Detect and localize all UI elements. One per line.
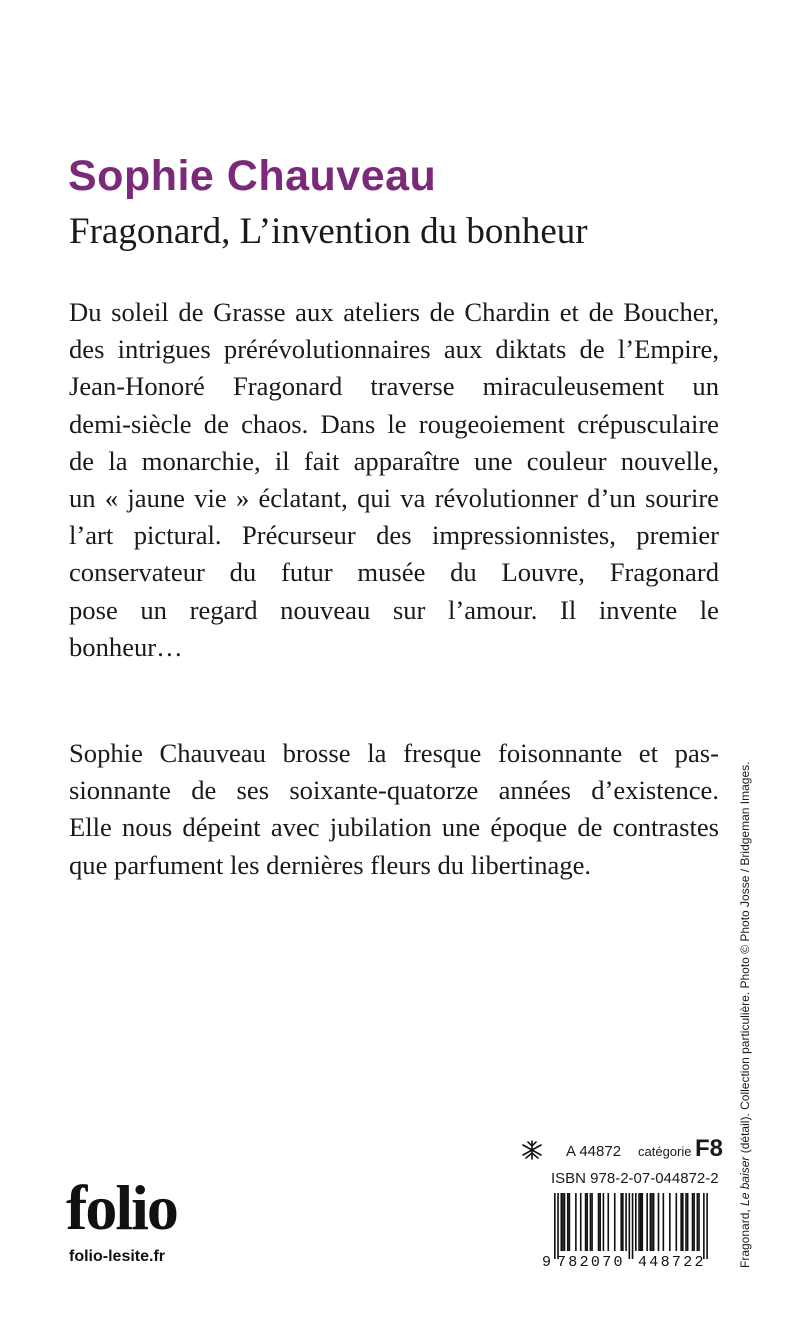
- barcode-bar: [564, 1193, 566, 1251]
- blurb-line: Jean-Honoré Fragonard traverse miraculeusement un: [69, 371, 719, 402]
- reference-row: [520, 1135, 724, 1167]
- blurb-line: bonheur…: [69, 631, 183, 662]
- reference-code: A 44872: [566, 1143, 622, 1160]
- barcode-bar: [625, 1193, 627, 1251]
- blurb-paragraph-2: [69, 735, 719, 884]
- barcode-bar: [620, 1193, 622, 1251]
- barcode-bar: [580, 1193, 582, 1251]
- barcode-bar: [676, 1193, 678, 1251]
- folio-logo: folio: [66, 1172, 177, 1243]
- barcode-bar: [591, 1193, 593, 1251]
- barcode-bar: [557, 1193, 559, 1259]
- credit-artwork: Le baiser: [738, 1156, 752, 1206]
- barcode-bar: [698, 1193, 700, 1251]
- barcode-bar: [632, 1193, 634, 1259]
- barcode-bar: [663, 1193, 665, 1251]
- category-label: catégorie: [638, 1144, 692, 1159]
- barcode-bar: [651, 1193, 653, 1251]
- barcode-bar: [575, 1193, 577, 1251]
- barcode-bar: [697, 1193, 699, 1251]
- gallimard-star-icon: [520, 1139, 544, 1161]
- cover-credit: [738, 762, 752, 1268]
- blurb-line: des intrigues prérévolutionnaires aux diktats de l’Empire,: [69, 334, 719, 365]
- barcode-bar: [635, 1193, 637, 1251]
- credit-suffix: (détail). Collection particulière. Photo © Photo Josse / Bridgeman Images.: [738, 761, 752, 1157]
- blurb-line: Elle nous dépeint avec jubilation une époque de contrastes: [69, 812, 719, 843]
- barcode-bar: [640, 1193, 642, 1251]
- barcode-bar: [650, 1193, 652, 1251]
- barcode-bar: [680, 1193, 682, 1251]
- barcode-bar: [599, 1193, 601, 1251]
- barcode-bar: [554, 1193, 556, 1259]
- blurb-line: pose un regard nouveau sur l’amour. Il invente le: [69, 594, 719, 625]
- barcode-bar: [569, 1193, 571, 1251]
- blurb-line: Du soleil de Grasse aux ateliers de Chardin et de Boucher,: [69, 297, 719, 327]
- barcode: [540, 1193, 720, 1269]
- isbn-text: ISBN 978-2-07-044872-2: [551, 1170, 719, 1187]
- barcode-bar: [590, 1193, 592, 1251]
- barcode-bar: [585, 1193, 587, 1251]
- blurb-line: un « jaune vie » éclatant, qui va révolutionner d’un sourire: [69, 483, 719, 514]
- barcode-bar: [567, 1193, 569, 1251]
- barcode-bars: [554, 1193, 708, 1259]
- blurb-line: de la monarchie, il fait apparaître une couleur nouvelle,: [69, 445, 719, 476]
- book-title: Fragonard, L’invention du bonheur: [69, 211, 588, 252]
- barcode-bar: [703, 1193, 705, 1259]
- barcode-bar: [687, 1193, 689, 1251]
- blurb-line: conservateur du futur musée du Louvre, Fragonard: [69, 557, 719, 588]
- blurb-line: sionnante de ses soixante-quatorze années d’existence.: [69, 775, 719, 806]
- barcode-bar: [653, 1193, 655, 1251]
- price-category: F8: [695, 1135, 724, 1162]
- barcode-digit-first: 9: [542, 1254, 552, 1269]
- barcode-digits-right: 448722: [638, 1254, 706, 1269]
- barcode-bar: [614, 1193, 616, 1251]
- barcode-bar: [638, 1193, 640, 1251]
- author-name: Sophie Chauveau: [68, 152, 437, 200]
- barcode-bar: [562, 1193, 564, 1251]
- barcode-bar: [692, 1193, 694, 1251]
- blurb-line: que parfument les dernières fleurs du libertinage.: [69, 849, 592, 880]
- barcode-bar: [641, 1193, 643, 1251]
- barcode-bar: [629, 1193, 631, 1259]
- blurb-line: demi-siècle de chaos. Dans le rougeoiement crépusculaire: [69, 408, 719, 439]
- credit-prefix: Fragonard,: [738, 1205, 752, 1268]
- barcode-bar: [706, 1193, 708, 1259]
- barcode-bar: [603, 1193, 605, 1251]
- barcode-bar: [586, 1193, 588, 1251]
- barcode-bar: [685, 1193, 687, 1251]
- blurb-line: l’art pictural. Précurseur des impressionnistes, premier: [69, 520, 719, 551]
- barcode-bar: [560, 1193, 562, 1251]
- barcode-digits-left: 782070: [557, 1254, 625, 1269]
- barcode-bar: [693, 1193, 695, 1251]
- barcode-bar: [607, 1193, 609, 1251]
- barcode-bar: [658, 1193, 660, 1251]
- barcode-bar: [669, 1193, 671, 1251]
- barcode-bar: [622, 1193, 624, 1251]
- website-link[interactable]: folio-lesite.fr: [69, 1248, 166, 1265]
- barcode-bar: [682, 1193, 684, 1251]
- barcode-bar: [598, 1193, 600, 1251]
- blurb-paragraph-1: [69, 294, 719, 666]
- blurb-line: Sophie Chauveau brosse la fresque foisonnante et pas-: [69, 738, 719, 768]
- barcode-bar: [646, 1193, 648, 1251]
